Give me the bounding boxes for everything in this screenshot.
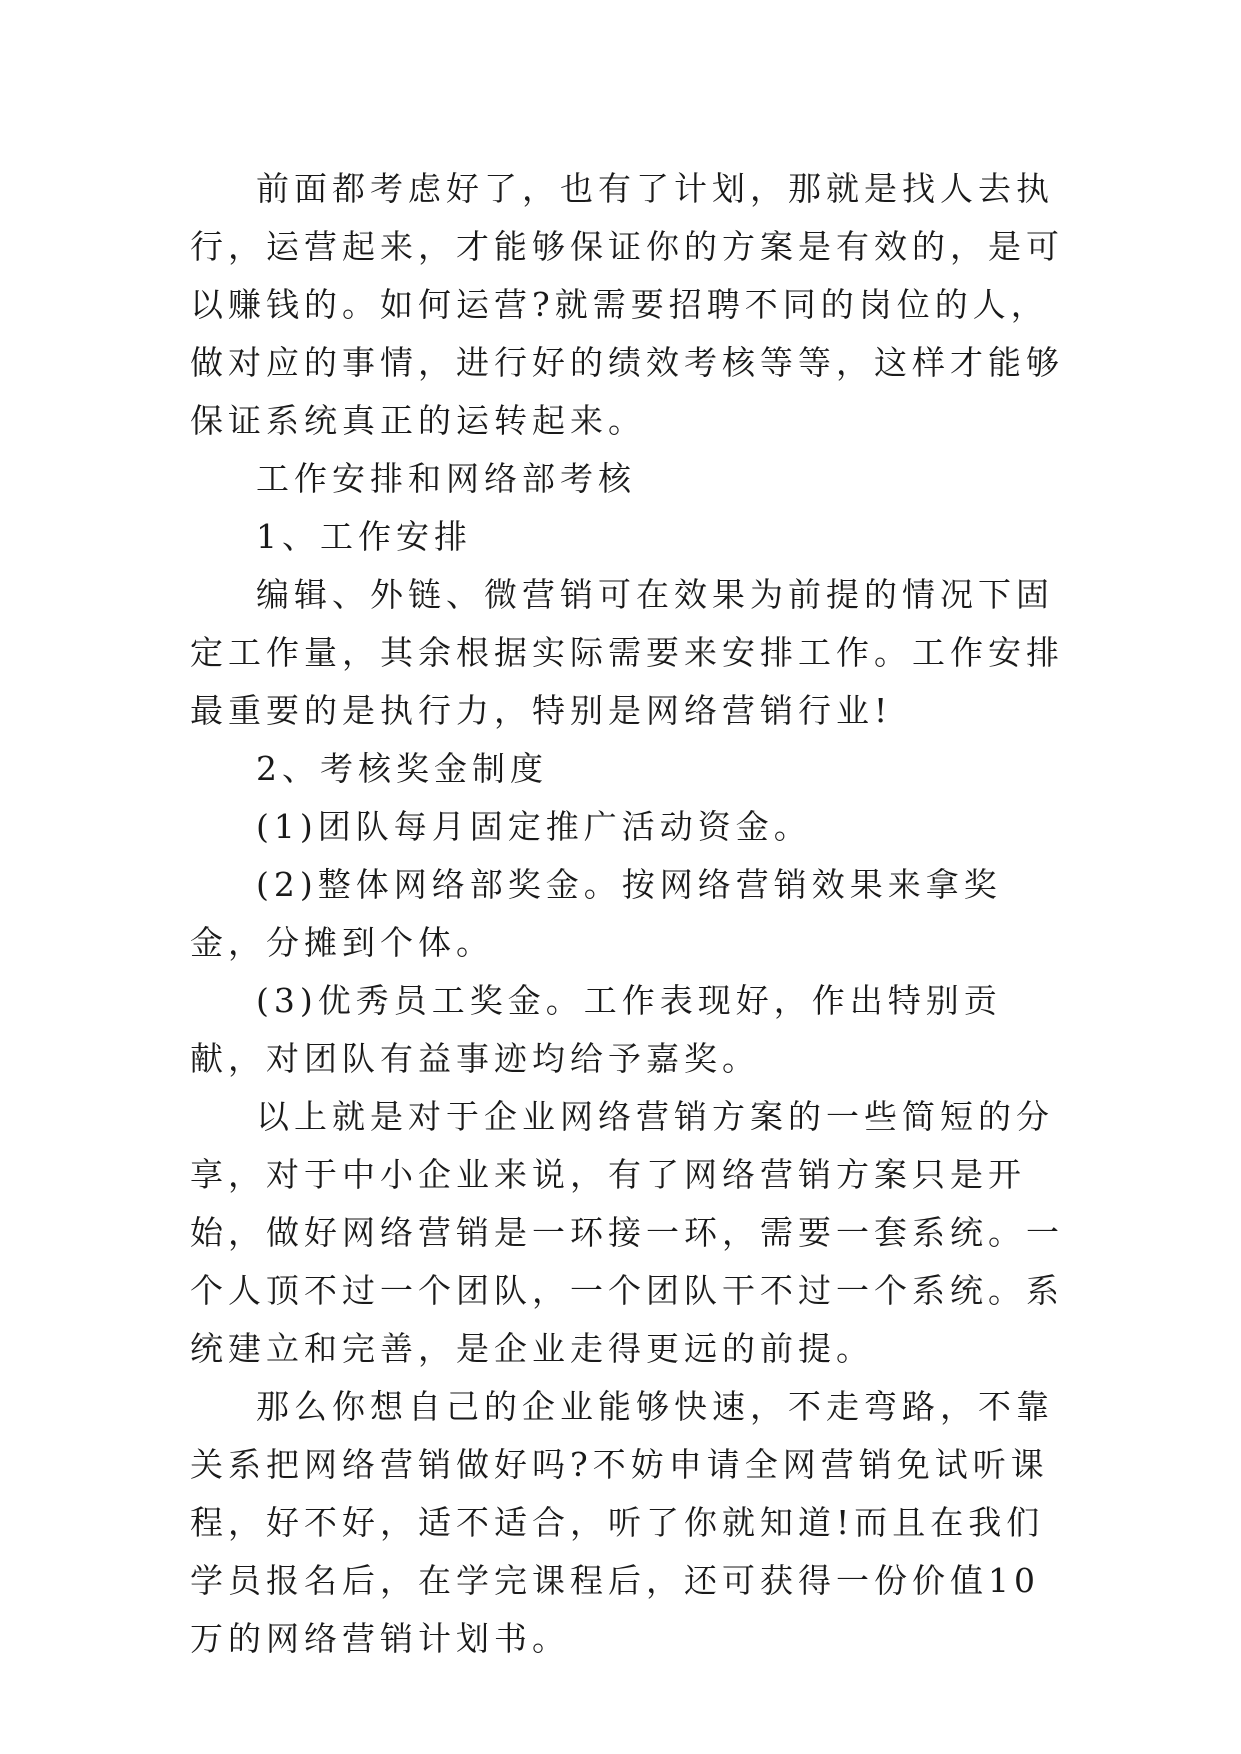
subheading-bonus-system: 2、考核奖金制度 [256, 749, 548, 788]
paragraph-call-to-action: 那么你想自己的企业能够快速，不走弯路，不靠关系把网络营销做好吗?不妨申请全网营销免试听课程，好不好，适不适合，听了你就知道!而且在我们学员报名后，在学完课程后，还可获得一份价值10万的网络营销计划书。 [190, 1387, 1054, 1658]
paragraph-summary: 以上就是对于企业网络营销方案的一些简短的分享，对于中小企业来说，有了网络营销方案只是开始，做好网络营销是一环接一环，需要一套系统。一个人顶不过一个团队，一个团队干不过一个系统。系统建立和完善，是企业走得更远的前提。 [190, 1097, 1064, 1368]
subheading-work-arrangement: 1、工作安排 [256, 517, 472, 556]
list-item-bonus-2: (2)整体网络部奖金。按网络营销效果来拿奖金，分摊到个体。 [190, 865, 1002, 962]
paragraph-intro: 前面都考虑好了，也有了计划，那就是找人去执行，运营起来，才能够保证你的方案是有效的，是可以赚钱的。如何运营?就需要招聘不同的岗位的人，做对应的事情，进行好的绩效考核等等，这样才能够保证系统真正的运转起来。 [190, 169, 1064, 440]
section-heading: 工作安排和网络部考核 [256, 459, 636, 498]
paragraph-work-arrangement: 编辑、外链、微营销可在效果为前提的情况下固定工作量，其余根据实际需要来安排工作。工作安排最重要的是执行力，特别是网络营销行业! [190, 575, 1064, 730]
document-body [190, 160, 1070, 1668]
list-item-bonus-1: (1)团队每月固定推广活动资金。 [256, 807, 812, 846]
list-item-bonus-3: (3)优秀员工奖金。工作表现好，作出特别贡献，对团队有益事迹均给予嘉奖。 [190, 981, 1002, 1078]
